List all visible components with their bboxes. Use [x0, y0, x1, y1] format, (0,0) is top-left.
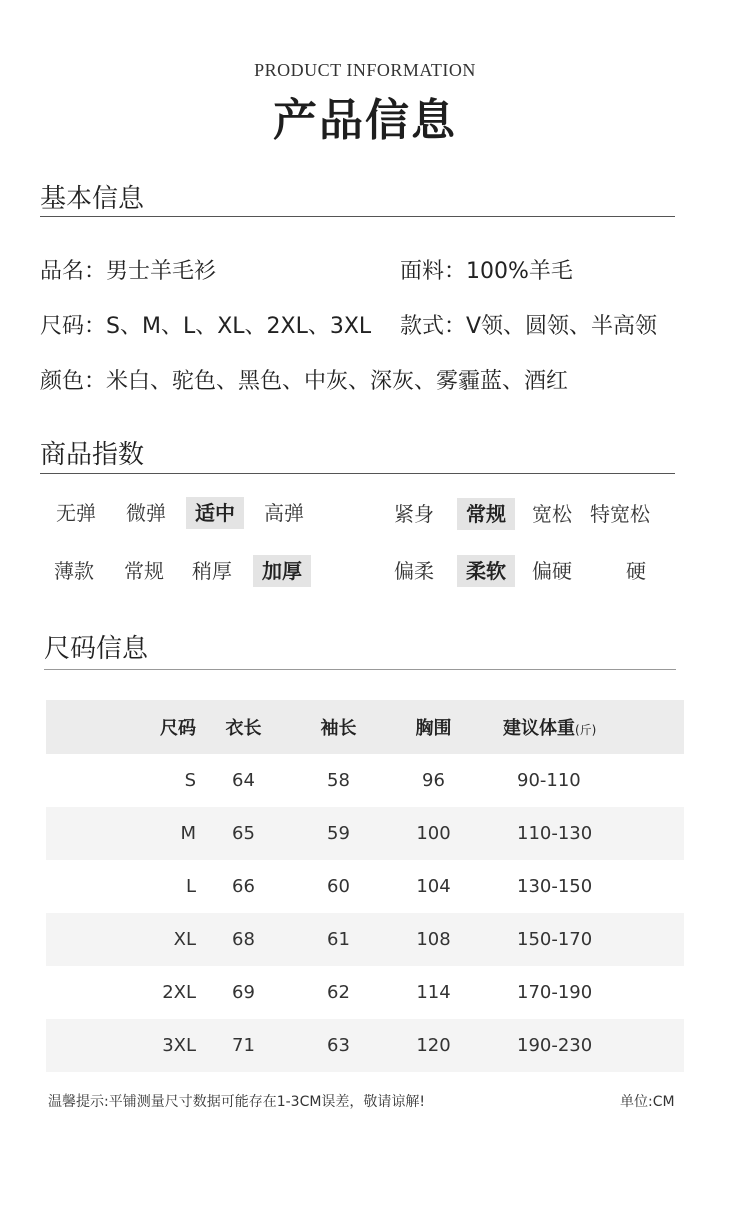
- cell-weight: 110-130: [481, 807, 684, 860]
- cell-sleeve: 59: [291, 807, 386, 860]
- table-row: [46, 913, 684, 966]
- product-name: 品名：男士羊毛衫: [40, 259, 217, 284]
- elasticity-option: 无弹: [56, 501, 96, 525]
- cell-length: 71: [196, 1019, 291, 1072]
- cell-size: XL: [46, 913, 196, 966]
- cell-length: 64: [232, 770, 255, 791]
- table-row: [46, 754, 684, 807]
- fit-option-selected: 常规: [457, 498, 515, 530]
- measurement-tip: 温馨提示:平铺测量尺寸数据可能存在1-3CM误差，敬请谅解!: [48, 1094, 426, 1110]
- table-row: [46, 860, 684, 913]
- size-table: [46, 700, 684, 1072]
- product-colors: 颜色：米白、驼色、黑色、中灰、深灰、雾霾蓝、酒红: [40, 369, 569, 394]
- thickness-option: 薄款: [54, 559, 94, 583]
- section-divider: [40, 473, 675, 474]
- cell-sleeve: 60: [327, 876, 350, 897]
- column-header-size: 尺码: [46, 700, 196, 754]
- fit-option: 紧身: [394, 502, 434, 526]
- cell-sleeve: 63: [291, 1019, 386, 1072]
- cell-weight: 150-170: [481, 913, 684, 966]
- cell-size: M: [46, 807, 196, 860]
- column-header-sleeve: 袖长: [291, 700, 386, 754]
- cell-chest: 104: [416, 876, 451, 897]
- cell-chest: 120: [386, 1019, 481, 1072]
- section-title-basic-info: 基本信息: [40, 184, 145, 214]
- section-divider: [40, 216, 675, 217]
- section-title-size-info: 尺码信息: [44, 634, 149, 664]
- cell-weight: 130-150: [517, 876, 593, 897]
- table-row: [46, 966, 684, 1019]
- page-title: 产品信息: [273, 95, 457, 146]
- fit-option: 特宽松: [590, 502, 650, 526]
- softness-option: 偏柔: [394, 559, 434, 583]
- column-header-weight: 建议体重(斤): [481, 700, 684, 754]
- cell-size: 2XL: [162, 982, 196, 1003]
- cell-sleeve: 62: [327, 982, 350, 1003]
- cell-chest: 96: [422, 770, 445, 791]
- cell-length: 65: [196, 807, 291, 860]
- cell-size: S: [184, 770, 196, 791]
- cell-size: 3XL: [46, 1019, 196, 1072]
- cell-sleeve: 58: [327, 770, 350, 791]
- table-header-row: [46, 700, 684, 754]
- softness-option: 硬: [626, 559, 646, 583]
- product-style: 款式：V领、圆领、半高领: [400, 314, 658, 339]
- softness-option-selected: 柔软: [457, 555, 515, 587]
- elasticity-option-selected: 适中: [186, 497, 244, 529]
- section-title-product-index: 商品指数: [40, 440, 145, 470]
- cell-length: 69: [232, 982, 255, 1003]
- table-row: [46, 1019, 684, 1072]
- weight-unit: (斤): [575, 723, 597, 737]
- column-header-chest: 胸围: [386, 700, 481, 754]
- cell-chest: 100: [386, 807, 481, 860]
- cell-weight: 90-110: [517, 770, 581, 791]
- elasticity-option: 微弹: [126, 501, 166, 525]
- thickness-option: 常规: [124, 559, 164, 583]
- cell-chest: 114: [416, 982, 451, 1003]
- section-divider: [44, 669, 676, 670]
- cell-sleeve: 61: [291, 913, 386, 966]
- cell-length: 66: [232, 876, 255, 897]
- cell-chest: 108: [386, 913, 481, 966]
- elasticity-option: 高弹: [264, 501, 304, 525]
- cell-length: 68: [196, 913, 291, 966]
- fit-option: 宽松: [532, 502, 572, 526]
- cell-weight: 170-190: [517, 982, 593, 1003]
- product-sizes: 尺码：S、M、L、XL、2XL、3XL: [40, 314, 372, 339]
- product-fabric: 面料：100%羊毛: [400, 259, 573, 284]
- thickness-option-selected: 加厚: [253, 555, 311, 587]
- cell-weight: 190-230: [481, 1019, 684, 1072]
- softness-option: 偏硬: [532, 559, 572, 583]
- subtitle-en: PRODUCT INFORMATION: [254, 60, 476, 80]
- column-header-length: 衣长: [196, 700, 291, 754]
- cell-size: L: [185, 876, 196, 897]
- unit-label: 单位:CM: [620, 1094, 675, 1110]
- table-row: [46, 807, 684, 860]
- thickness-option: 稍厚: [192, 559, 232, 583]
